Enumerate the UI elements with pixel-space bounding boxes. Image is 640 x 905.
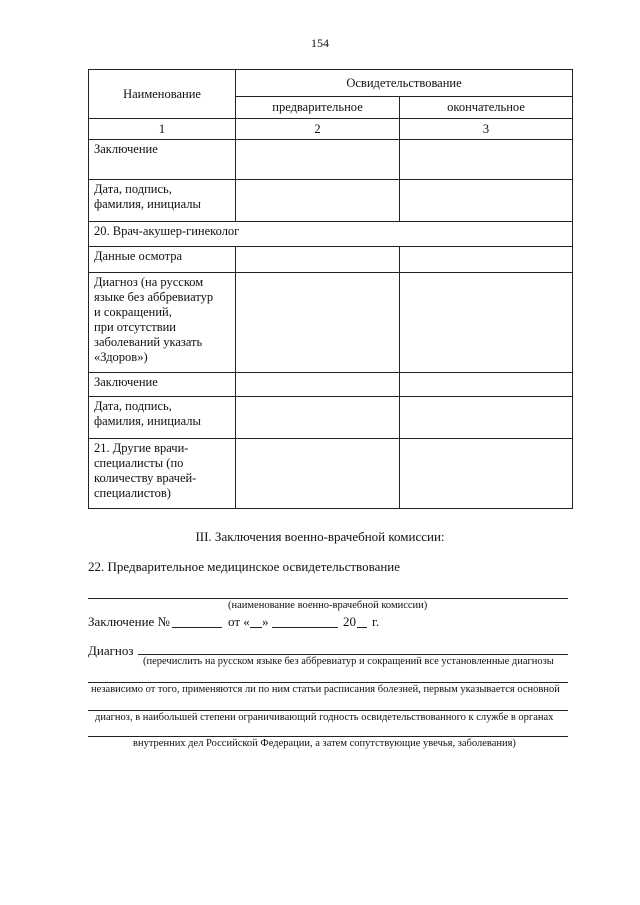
row-other-specialists-label: 21. Другие врачи- специалисты (по количеству врачей- специалистов) <box>89 439 236 509</box>
diagnosis-line-1 <box>138 654 568 655</box>
conclusion-day-blank <box>250 627 262 628</box>
conclusion-year-suffix: г. <box>372 614 380 629</box>
conclusion-number-label: Заключение № <box>88 614 170 629</box>
row-signature-2-final <box>400 397 573 439</box>
row-conclusion-2-label: Заключение <box>89 373 236 397</box>
diagnosis-caption-1: (перечислить на русском языке без аббревиатур и сокращений все установленные диагнозы <box>143 656 554 667</box>
row-exam-data-final <box>400 247 573 273</box>
row-signature-2-label: Дата, подпись, фамилия, инициалы <box>89 397 236 439</box>
row-exam-data-preliminary <box>236 247 400 273</box>
header-final: окончательное <box>400 97 573 119</box>
column-number-1: 1 <box>89 119 236 140</box>
row-conclusion-label: Заключение <box>89 140 236 180</box>
diagnosis-caption-2: независимо от того, применяются ли по ним статьи расписания болезней, первым указывается основной <box>91 684 560 695</box>
page-number: 154 <box>311 36 329 50</box>
row-exam-data-label: Данные осмотра <box>89 247 236 273</box>
row-diagnosis-preliminary <box>236 273 400 373</box>
section-title: III. Заключения военно-врачебной комиссии: <box>195 529 445 544</box>
row-signature-final <box>400 180 573 222</box>
conclusion-year-prefix: 20 <box>343 614 356 629</box>
row-diagnosis-label: Диагноз (на русском языке без аббревиатур и сокращений, при отсутствии заболеваний указать «Здоров») <box>89 273 236 373</box>
diagnosis-line-3 <box>88 710 568 711</box>
conclusion-close-quote: » <box>262 614 269 629</box>
column-number-2: 2 <box>236 119 400 140</box>
conclusion-from-label: от « <box>228 614 250 629</box>
row-gynecologist-heading: 20. Врач-акушер-гинеколог <box>89 222 573 247</box>
diagnosis-caption-4: внутренних дел Российской Федерации, а затем сопутствующие увечья, заболевания) <box>133 738 516 749</box>
conclusion-number-blank <box>172 627 222 628</box>
column-number-3: 3 <box>400 119 573 140</box>
row-other-specialists-preliminary <box>236 439 400 509</box>
header-examination: Освидетельствование <box>236 70 573 97</box>
row-signature-label: Дата, подпись, фамилия, инициалы <box>89 180 236 222</box>
conclusion-year-blank <box>357 627 367 628</box>
diagnosis-line-2 <box>88 682 568 683</box>
commission-name-caption: (наименование военно-врачебной комиссии) <box>228 600 428 611</box>
subsection-title: 22. Предварительное медицинское освидетельствование <box>88 559 401 574</box>
row-signature-preliminary <box>236 180 400 222</box>
diagnosis-caption-3: диагноз, в наибольшей степени ограничивающий годность освидетельствованного к службе в органах <box>95 712 554 723</box>
diagnosis-line-4 <box>88 736 568 737</box>
row-conclusion-2-final <box>400 373 573 397</box>
row-diagnosis-final <box>400 273 573 373</box>
row-signature-2-preliminary <box>236 397 400 439</box>
row-conclusion-2-preliminary <box>236 373 400 397</box>
commission-name-line <box>88 598 568 599</box>
diagnosis-label: Диагноз <box>88 643 134 658</box>
medical-exam-table <box>88 69 573 509</box>
header-preliminary: предварительное <box>236 97 400 119</box>
row-conclusion-final <box>400 140 573 180</box>
conclusion-month-blank <box>272 627 338 628</box>
row-other-specialists-final <box>400 439 573 509</box>
row-conclusion-preliminary <box>236 140 400 180</box>
header-name: Наименование <box>89 70 236 119</box>
